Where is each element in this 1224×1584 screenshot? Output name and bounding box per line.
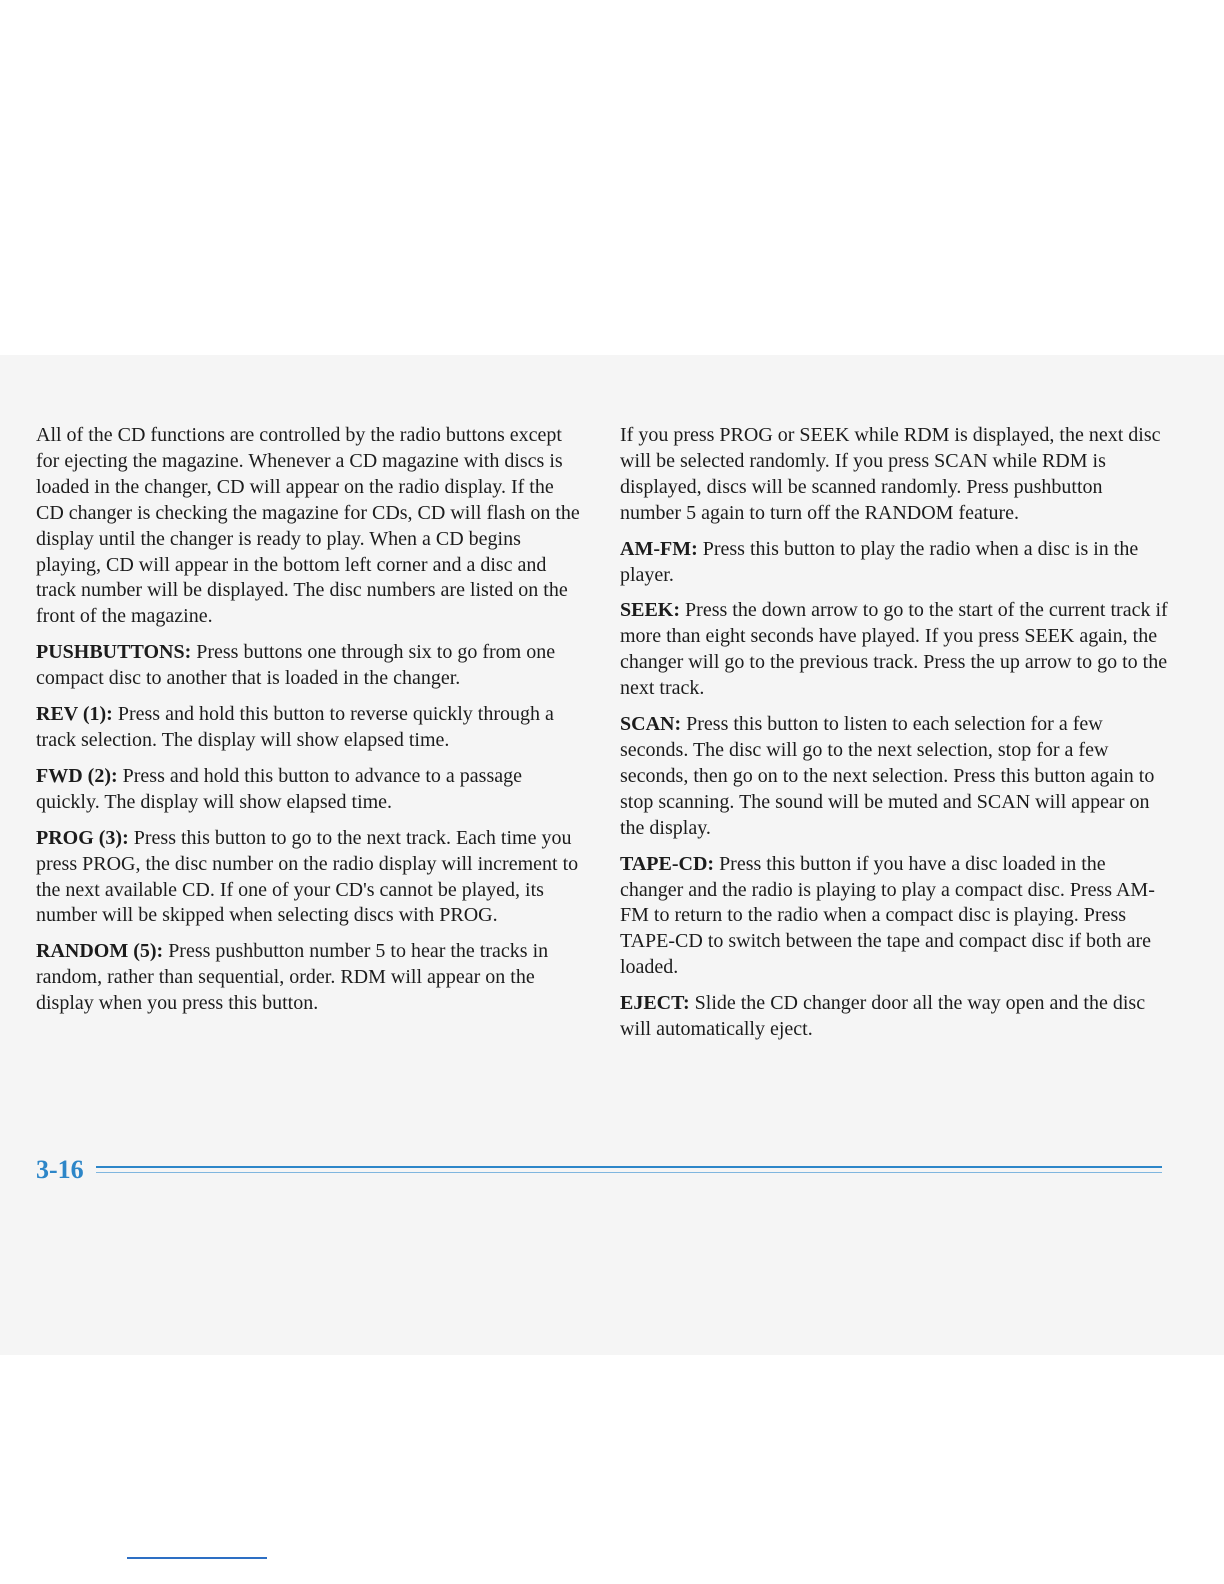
paragraph-random: RANDOM (5): Press pushbutton number 5 to hear the tracks in random, rather than sequential, order. RDM will appear on the display when you press this button. (36, 940, 549, 1015)
paragraph-fwd: FWD (2): Press and hold this button to advance to a passage quickly. The display will show elapsed time. (36, 764, 523, 813)
paragraph-rev: REV (1): Press and hold this button to reverse quickly through a track selection. The display will show elapsed time. (36, 703, 554, 751)
paragraph-rdm: If you press PROG or SEEK while RDM is displayed, the next disc will be selected randomly. If you press SCAN while RDM is displayed, discs will be scanned randomly. Press pushbutton number 5 again to turn off the RANDOM feature. (620, 424, 1161, 524)
page-footer (36, 1153, 1162, 1187)
term-fwd: FWD (2): (36, 764, 118, 787)
paragraph-seek: SEEK: Press the down arrow to go to the start of the current track if more than eight seconds have played. If you press SEEK again, the changer will go to the previous track. Press the up arrow to go to the next track. (620, 599, 1168, 700)
term-eject: EJECT: (620, 992, 690, 1015)
term-rev: REV (1): (36, 703, 113, 726)
term-prog: PROG (3): (36, 826, 129, 849)
paragraph-prog: PROG (3): Press this button to go to the next track. Each time you press PROG, the disc number on the radio display will increment to the next available CD. If one of your CD's cannot be played, its number will be skipped when selecting discs with PROG. (36, 826, 579, 927)
term-random: RANDOM (5): (36, 940, 164, 963)
right-column (620, 423, 1168, 1053)
term-pushbuttons: PUSHBUTTONS: (36, 641, 192, 664)
left-column (36, 423, 584, 1027)
paragraph-am-fm: AM-FM: Press this button to play the radio when a disc is in the player. (620, 537, 1139, 586)
term-tape-cd: TAPE-CD: (620, 852, 715, 875)
term-am-fm: AM-FM: (620, 537, 698, 560)
paragraph-eject: EJECT: Slide the CD changer door all the way open and the disc will automatically eject. (620, 992, 1146, 1041)
paragraph-scan: SCAN: Press this button to listen to each selection for a few seconds. The disc will go to the next selection, stop for a few seconds, then go on to the next selection. Press this button again to stop scanning. The sound will be muted and SCAN will appear on the display. (620, 713, 1155, 839)
paragraph-pushbuttons: PUSHBUTTONS: Press buttons one through six to go from one compact disc to another that is loaded in the changer. (36, 641, 556, 690)
footer-rule (96, 1166, 1162, 1168)
paragraph-intro: All of the CD functions are controlled by the radio buttons except for ejecting the magazine. Whenever a CD magazine with discs is loaded in the changer, CD will appear on the radio display. If the CD changer is checking the magazine for CDs, CD will flash on the display until the changer is ready to play. When a CD begins playing, CD will appear in the bottom left corner and a disc and track number will be displayed. The disc numbers are listed on the front of the magazine. (36, 424, 580, 628)
footer-rule-thin (96, 1172, 1162, 1173)
page-number: 3-16 (36, 1155, 84, 1184)
bottom-underline-mark (127, 1557, 267, 1559)
term-scan: SCAN: (620, 713, 682, 736)
term-seek: SEEK: (620, 599, 681, 622)
paragraph-tape-cd: TAPE-CD: Press this button if you have a disc loaded in the changer and the radio is playing to play a compact disc. Press AM-FM to return to the radio when a compact disc is playing. Press TAPE-CD to switch between the tape and compact disc if both are loaded. (620, 852, 1155, 979)
